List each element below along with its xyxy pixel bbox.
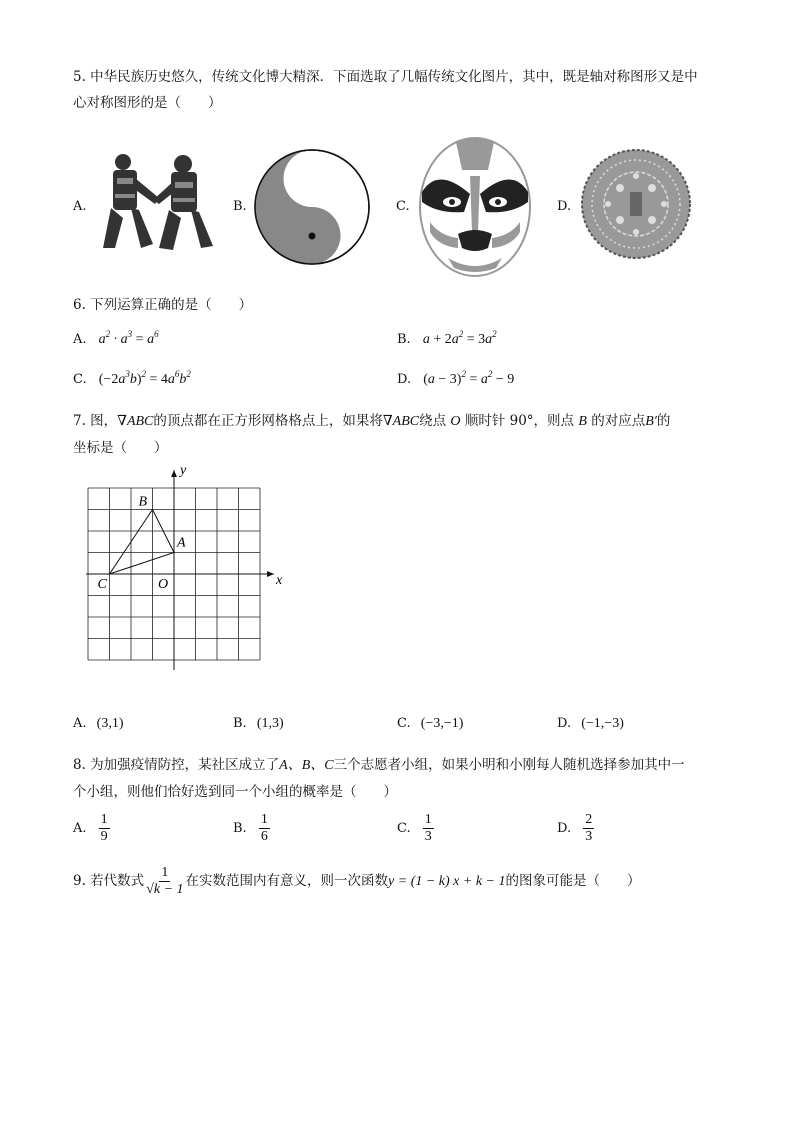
paper-cut-image <box>580 148 692 260</box>
q8-option-d[interactable] <box>557 812 594 845</box>
origin-label: O <box>158 577 169 592</box>
question-8 <box>73 752 723 805</box>
x-axis-arrow <box>267 571 274 577</box>
q7-option-a-label: A. <box>73 716 87 731</box>
q6-stem: 6. 下列运算正确的是（ ） <box>73 297 253 313</box>
q6-option-b-expr: $a + 2a^2 = 3a^2$ <box>422 329 497 347</box>
q8-line2: 个小组，则他们恰好选到同一个小组的概率是（ ） <box>73 784 397 800</box>
q8-option-a[interactable] <box>73 812 110 845</box>
q6-option-a[interactable] <box>73 329 159 348</box>
q7-line1: 7. 图，∇ABC的顶点都在正方形网格格点上，如果将∇ABC绕点 O 顺时针 90°，则点 B 的对应点B′的 <box>73 413 671 429</box>
q7-option-b-value: (1,3) <box>256 716 284 731</box>
q5-option-c-label[interactable]: C. <box>396 199 410 214</box>
q7-option-c[interactable] <box>397 716 463 732</box>
q5-option-b-label[interactable]: B. <box>233 199 247 214</box>
q6-option-a-label: A. <box>73 332 87 347</box>
q7-option-c-value: (−3,−1) <box>420 716 464 731</box>
q6-option-b[interactable] <box>397 329 497 348</box>
q7-option-b[interactable] <box>233 716 284 732</box>
q5-line1: 5. 中华民族历史悠久，传统文化博大精深．下面选取了几幅传统文化图片，其中，既是轴对称图形又是中 <box>73 69 698 85</box>
q8-option-b-fraction: $\frac{1}{6}$ <box>260 812 268 844</box>
q6-option-a-expr: $a^2 \cdot a^3 = a^6$ <box>98 329 159 347</box>
q7-option-b-label: B. <box>233 716 247 731</box>
q5-option-d-label[interactable]: D. <box>557 199 572 214</box>
q5-option-a-label[interactable]: A. <box>73 199 87 214</box>
question-6 <box>73 292 723 318</box>
q7-option-a[interactable] <box>73 716 124 732</box>
x-axis-label: x <box>276 573 283 588</box>
q9-line: 9. 若代数式 $\frac{1}{√k - 1}$ 在实数范围内有意义，则一次函数y = (1 − k) x + k − 1的图象可能是（ ） <box>73 865 641 897</box>
question-9 <box>73 862 723 901</box>
q6-option-d[interactable] <box>397 369 515 388</box>
q8-option-c[interactable] <box>397 812 434 845</box>
y-axis-arrow <box>171 470 177 477</box>
q6-option-c[interactable] <box>73 369 191 388</box>
q5-line2: 心对称图形的是（ ） <box>73 95 222 111</box>
question-5 <box>73 64 723 116</box>
q8-option-c-label: C. <box>397 821 411 836</box>
q6-option-b-label: B. <box>397 332 411 347</box>
q6-option-c-label: C. <box>73 372 87 387</box>
q6-option-c-expr: $(-2a^3b)^2 = 4a^6b^2$ <box>98 369 191 387</box>
q9-fraction: $\frac{1}{√k - 1}$ <box>146 865 184 897</box>
yin-yang-image <box>253 148 371 266</box>
coordinate-grid-figure <box>80 462 283 682</box>
q7-option-d-value: (−1,−3) <box>581 716 624 731</box>
q6-option-d-label: D. <box>397 372 412 387</box>
point-c-label: C <box>97 577 107 592</box>
q7-option-d-label: D. <box>557 716 572 731</box>
q7-option-a-value: (3,1) <box>96 716 124 731</box>
q8-option-a-fraction: $\frac{1}{9}$ <box>100 812 108 844</box>
q6-option-d-expr: $(a - 3)^2 = a^2 - 9$ <box>423 369 515 387</box>
q8-option-b-label: B. <box>233 821 247 836</box>
question-7 <box>73 408 723 461</box>
q8-option-d-fraction: $\frac{2}{3}$ <box>585 812 593 844</box>
q7-option-c-label: C. <box>397 716 411 731</box>
shadow-puppet-image <box>95 148 215 260</box>
point-a-label: A <box>177 535 186 551</box>
q8-line1: 8. 为加强疫情防控，某社区成立了A、B、C三个志愿者小组，如果小明和小刚每人随机选择参加其中一 <box>73 757 685 773</box>
q8-option-a-label: A. <box>73 821 87 836</box>
point-b-label: B <box>138 494 148 510</box>
opera-mask-image <box>418 136 532 278</box>
q8-option-d-label: D. <box>557 821 572 836</box>
q7-option-d[interactable] <box>557 716 624 732</box>
q8-option-b[interactable] <box>233 812 270 845</box>
q7-line2: 坐标是（ ） <box>73 440 168 456</box>
q8-option-c-fraction: $\frac{1}{3}$ <box>424 812 432 844</box>
y-axis-label: y <box>180 463 187 478</box>
triangle-abc <box>110 510 175 575</box>
